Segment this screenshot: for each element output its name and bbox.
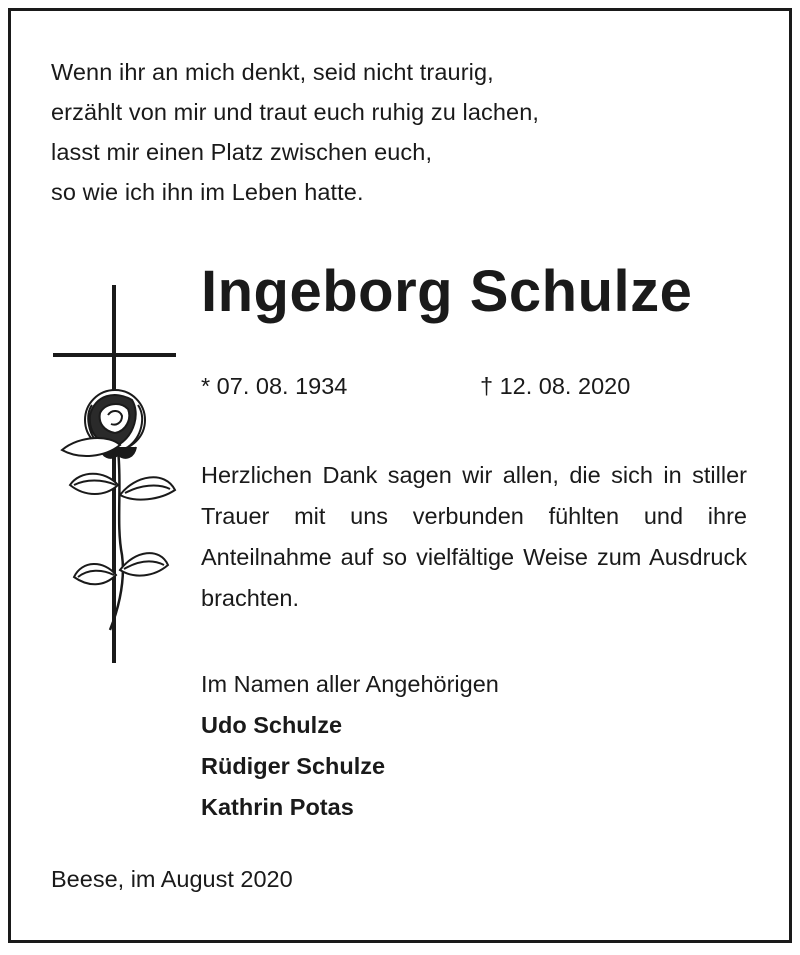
signoff: [201, 664, 499, 828]
deceased-name: Ingeborg Schulze: [201, 259, 693, 324]
mourner-name: Udo Schulze: [201, 712, 343, 738]
poem-line: erzählt von mir und traut euch ruhig zu lachen,: [51, 99, 540, 125]
poem-line: Wenn ihr an mich denkt, seid nicht traurig,: [51, 59, 494, 85]
mourner-name: Kathrin Potas: [201, 794, 354, 820]
cross-with-rose-icon: [40, 285, 190, 670]
poem-line: so wie ich ihn im Leben hatte.: [51, 179, 364, 205]
signoff-intro: Im Namen aller Angehörigen: [201, 671, 499, 697]
thanks-paragraph: Herzlichen Dank sagen wir allen, die sich in stiller Trauer mit uns verbunden fühlten und ihre Anteilnahme auf so vielfältige Weise zum Ausdruck brachten.: [201, 462, 747, 611]
death-date: † 12. 08. 2020: [480, 373, 631, 399]
place-date: Beese, im August 2020: [51, 866, 293, 892]
mourner-name: Rüdiger Schulze: [201, 753, 386, 779]
birth-date: * 07. 08. 1934: [201, 373, 348, 399]
poem: [51, 52, 539, 212]
poem-line: lasst mir einen Platz zwischen euch,: [51, 139, 433, 165]
